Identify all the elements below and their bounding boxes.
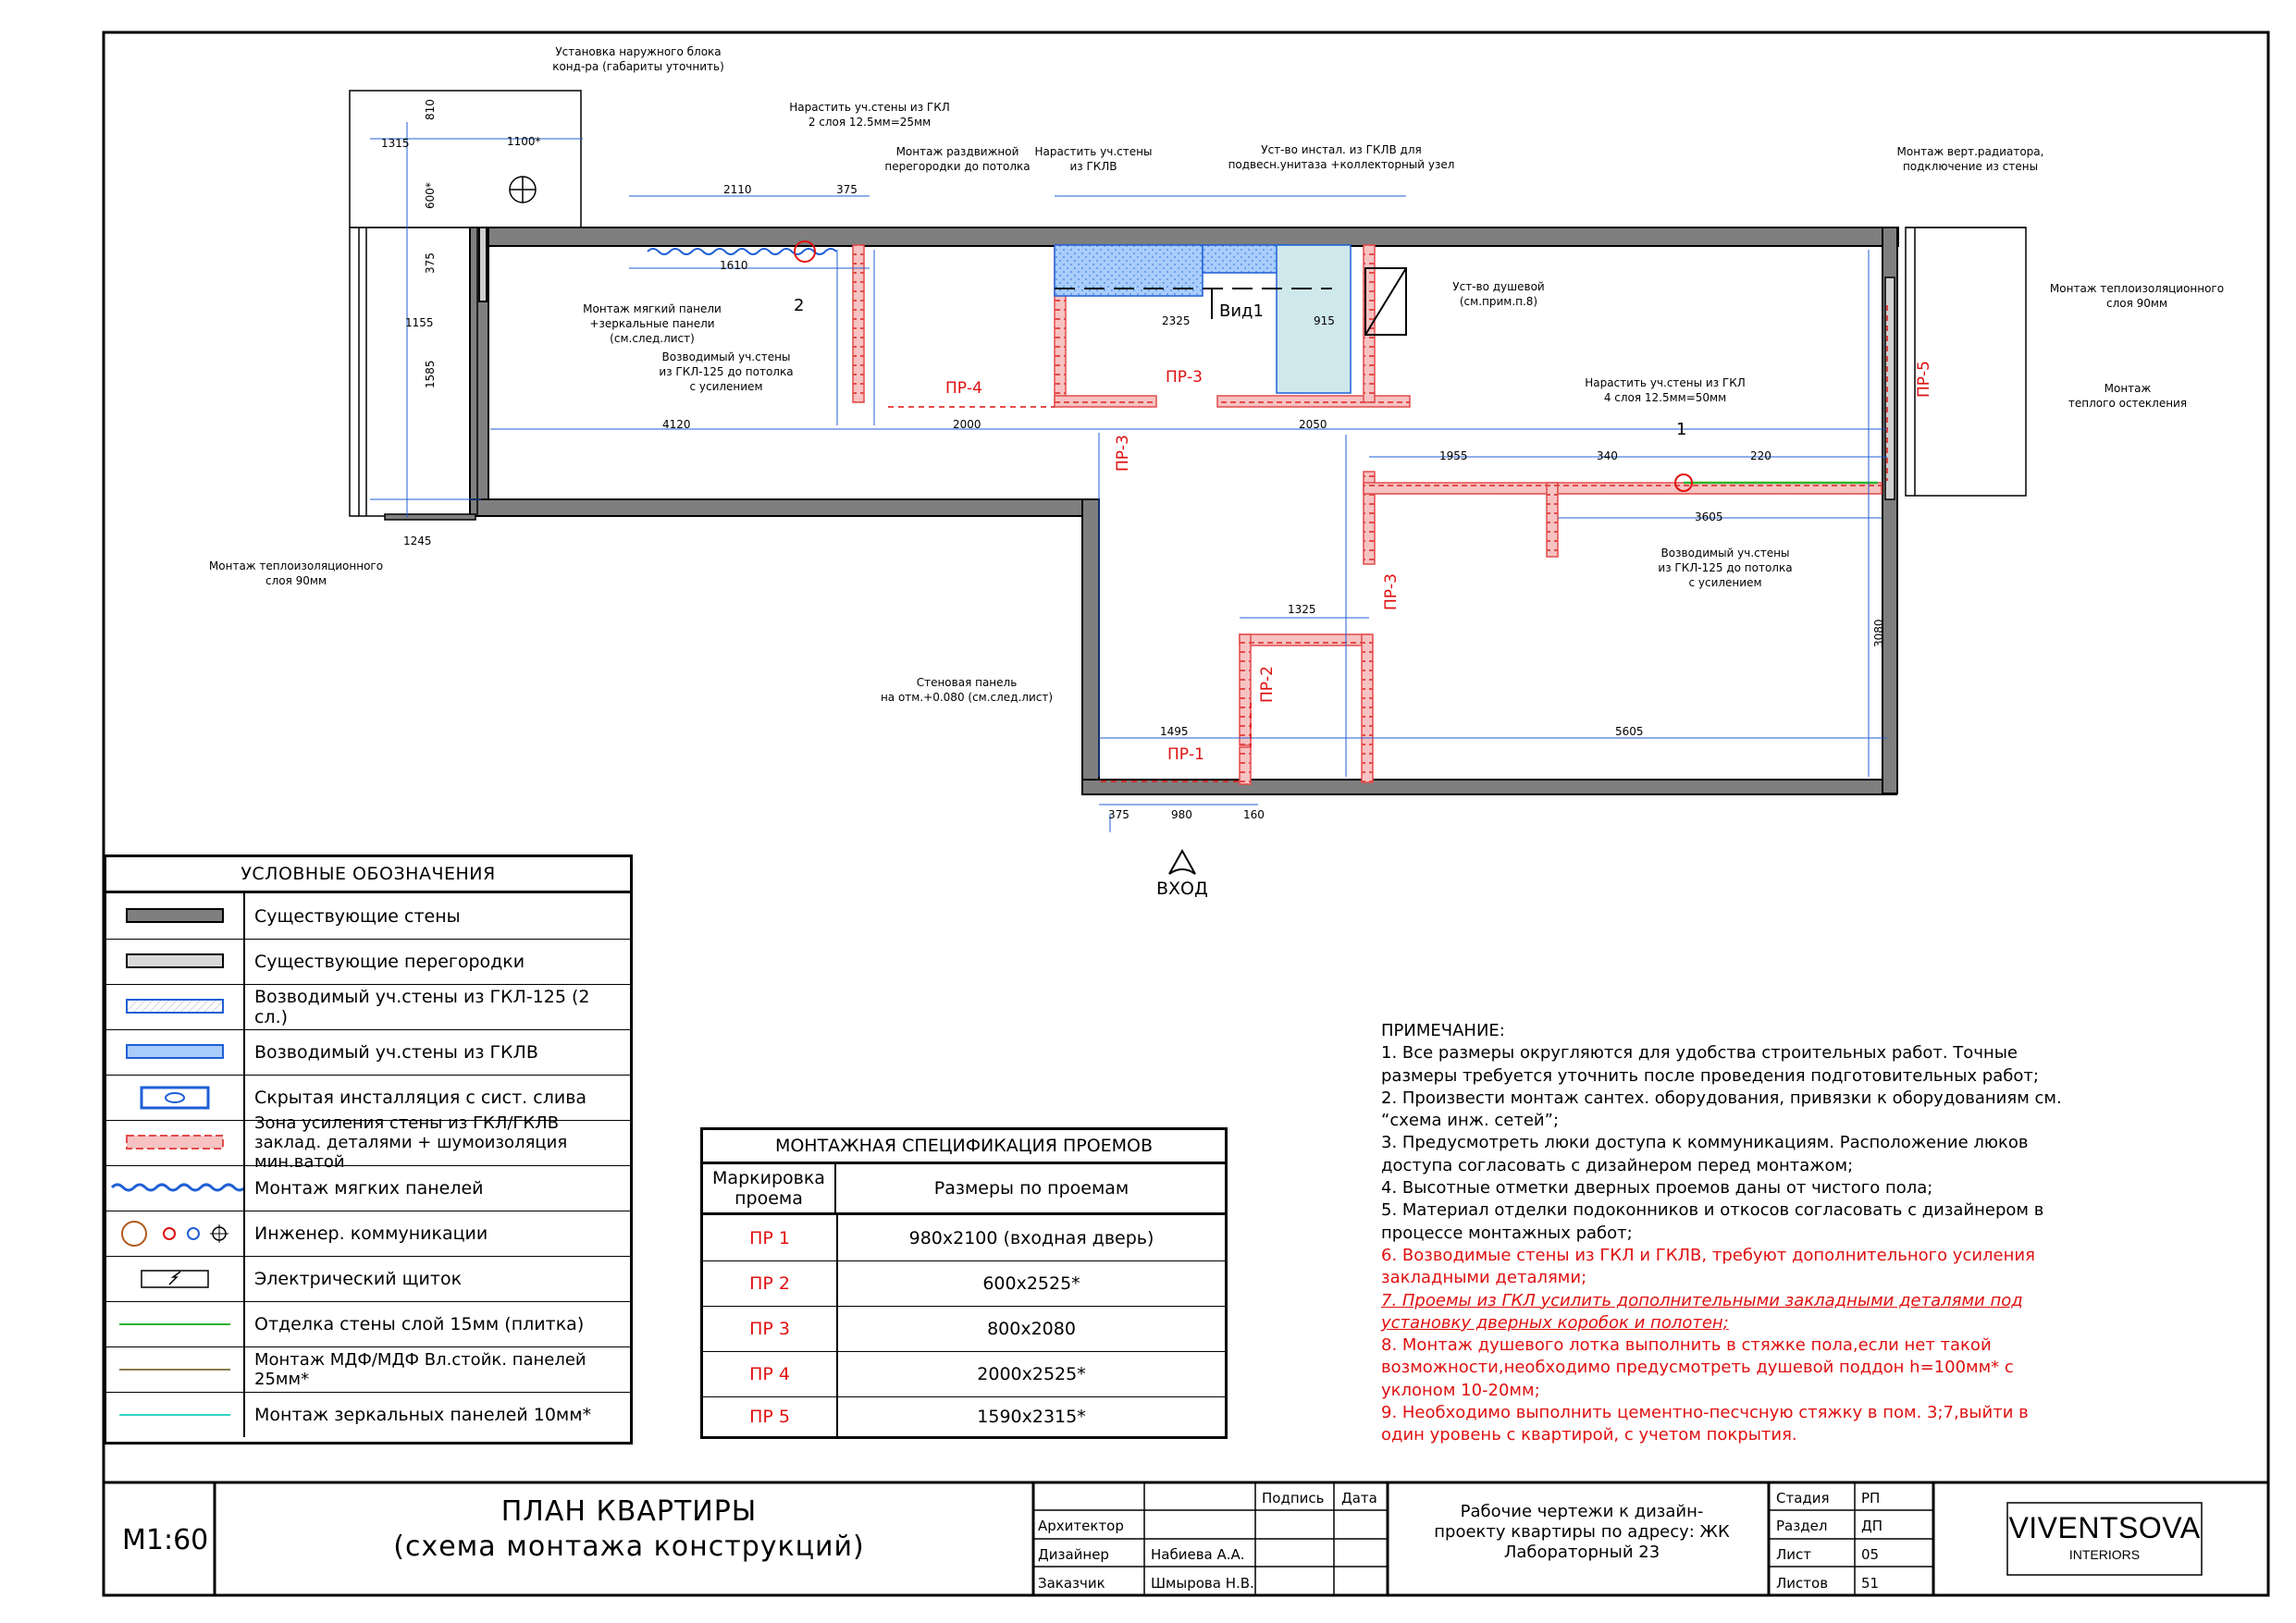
section-label: Раздел — [1776, 1518, 1828, 1534]
callout-glazing-l1: Монтаж — [2104, 382, 2152, 395]
callout-gklv-l2: из ГКЛВ — [1069, 160, 1117, 173]
callout-wall-left-l3: с усилением — [689, 380, 763, 393]
spec-size: 1590х2315* — [977, 1406, 1086, 1427]
opening-label-pr3-c: ПР-3 — [1382, 573, 1401, 610]
dim: 2000 — [953, 418, 981, 431]
callout-shower-l2: (см.прим.п.8) — [1459, 295, 1538, 308]
callout-radiator-l1: Монтаж верт.радиатора, — [1896, 145, 2044, 158]
legend-label: Возводимый уч.стены из ГКЛВ — [254, 1041, 538, 1063]
callout-wall-right-l2: из ГКЛ-125 до потолка — [1658, 561, 1793, 574]
callout-insulation-right-l1: Монтаж теплоизоляционного — [2049, 282, 2225, 295]
callout-install-l2: подвесн.унитаза +коллекторный узел — [1228, 158, 1455, 171]
spec-mark: ПР 4 — [703, 1351, 838, 1396]
dim: 1495 — [1160, 725, 1189, 738]
dim: 5605 — [1615, 725, 1644, 738]
client-name: Шмырова Н.В. — [1151, 1575, 1254, 1592]
opening-label-pr3-a: ПР-3 — [1166, 368, 1203, 387]
dim: 600* — [424, 182, 437, 209]
legend-label: Существующие стены — [254, 905, 461, 927]
logo-sub: INTERIORS — [2068, 1547, 2141, 1562]
project-description: Рабочие чертежи к дизайн-проекту квартиры по адресу: ЖК Лабораторный 23 — [1434, 1502, 1730, 1562]
dim: 1325 — [1288, 603, 1316, 616]
sheet-title-line2: (схема монтажа конструкций) — [393, 1531, 865, 1563]
dim: 160 — [1243, 808, 1265, 821]
dim: 3080 — [1872, 619, 1885, 647]
section-value: ДП — [1861, 1518, 1882, 1534]
spec-col-size: Размеры по проемам — [933, 1178, 1129, 1199]
legend-label: Монтаж зеркальных панелей 10мм* — [254, 1404, 592, 1425]
spec-mark: ПР 5 — [703, 1396, 838, 1436]
dim: 340 — [1597, 449, 1618, 462]
stage-label: Стадия — [1776, 1490, 1830, 1506]
spec-size: 2000х2525* — [977, 1363, 1086, 1384]
client-label: Заказчик — [1038, 1575, 1105, 1592]
dim: 2325 — [1162, 314, 1191, 327]
callout-sliding-l1: Монтаж раздвижной — [895, 145, 1019, 158]
sheets-value: 51 — [1861, 1575, 1880, 1592]
stage-value: РП — [1861, 1490, 1881, 1506]
architect-label: Архитектор — [1038, 1518, 1124, 1534]
note-item: 7. Проемы из ГКЛ усилить дополнительными закладными деталями под установку дверных коробок и полотен; — [1381, 1290, 2023, 1333]
spec-mark: ПР 3 — [703, 1306, 838, 1351]
callout-gkl-right-l1: Нарастить уч.стены из ГКЛ — [1585, 376, 1746, 389]
callout-insulation-left-l1: Монтаж теплоизоляционного — [208, 559, 384, 572]
entrance-label: ВХОД — [1156, 879, 1208, 899]
spec-mark: ПР 1 — [703, 1215, 838, 1260]
legend-label: Возводимый уч.стены из ГКЛ-125 (2 сл.) — [254, 986, 590, 1027]
sheet-label: Лист — [1776, 1546, 1812, 1563]
legend-label: Скрытая инсталляция с сист. слива — [254, 1087, 587, 1108]
legend-title: УСЛОВНЫЕ ОБОЗНАЧЕНИЯ — [106, 857, 630, 893]
opening-label-pr5: ПР-5 — [1915, 361, 1933, 398]
logo-main: VIVENTSOVA — [2008, 1511, 2201, 1544]
legend-label: Электрический щиток — [254, 1268, 463, 1289]
notes-title: ПРИМЕЧАНИЕ: — [1381, 1021, 1505, 1040]
sign-header: Подпись — [1262, 1490, 1325, 1506]
callout-ac-l1: Установка наружного блока — [555, 45, 722, 58]
dim: 220 — [1750, 449, 1771, 462]
callout-insulation-right-l2: слоя 90мм — [2105, 297, 2168, 310]
callout-soft-panel-l1: Монтаж мягкий панели — [583, 302, 722, 315]
opening-label-pr3-b: ПР-3 — [1114, 435, 1132, 472]
opening-label-pr2: ПР-2 — [1258, 666, 1277, 703]
dim: 375 — [1108, 808, 1129, 821]
note-item: 3. Предусмотреть люки доступа к коммуникациям. Расположение люков доступа согласовать с дизайнером перед монтажом; — [1381, 1133, 2029, 1175]
dim: 2050 — [1299, 418, 1327, 431]
sheets-label: Листов — [1776, 1575, 1829, 1592]
dim: 1955 — [1439, 449, 1468, 462]
legend-label: Зона усиления стены из ГКЛ/ГКЛВ заклад. деталями + шумоизоляция мин.ватой — [254, 1113, 568, 1172]
callout-glazing-l2: теплого остекления — [2068, 397, 2188, 410]
note-item: 4. Высотные отметки дверных проемов даны от чистого пола; — [1381, 1178, 1933, 1199]
note-item: 9. Необходимо выполнить цементно-песчсную стяжку в пом. 3;7,выйти в один уровень с квартирой, с учетом покрытия. — [1381, 1403, 2029, 1445]
dim: 4120 — [662, 418, 691, 431]
designer-name: Набиева А.А. — [1151, 1546, 1245, 1563]
dim: 3605 — [1695, 510, 1723, 523]
legend-label: Существующие перегородки — [254, 951, 525, 972]
designer-label: Дизайнер — [1038, 1546, 1109, 1563]
section-mark-1: 1 — [1676, 420, 1687, 439]
dim: 1155 — [405, 316, 434, 329]
note-item: 2. Произвести монтаж сантех. оборудования, привязки к оборудованиям см. “схема инж. сетей”; — [1381, 1088, 2062, 1131]
dim: 2110 — [723, 183, 752, 196]
callout-sliding-l2: перегородки до потолка — [884, 160, 1031, 173]
spec-mark: ПР 2 — [703, 1260, 838, 1306]
callout-wall-panel-l2: на отм.+0.080 (см.след.лист) — [880, 691, 1054, 704]
callout-wall-right-l3: с усилением — [1688, 576, 1762, 589]
callout-radiator-l2: подключение из стены — [1902, 160, 2039, 173]
note-item: 6. Возводимые стены из ГКЛ и ГКЛВ, требуют дополнительного усиления закладными деталями; — [1381, 1245, 2035, 1288]
note-item: 1. Все размеры округляются для удобства строительных работ. Точные размеры требуется уточнить после проведения подготовительных работ; — [1381, 1043, 2039, 1086]
sheet-title — [352, 1494, 907, 1565]
opening-label-pr4: ПР-4 — [945, 379, 982, 398]
callout-shower-l1: Уст-во душевой — [1452, 280, 1545, 293]
callout-insulation-left-l2: слоя 90мм — [265, 574, 327, 587]
company-logo — [2007, 1511, 2202, 1565]
dim: 980 — [1171, 808, 1192, 821]
scale-label: М1:60 — [122, 1524, 209, 1556]
dim: 1100* — [507, 135, 541, 148]
callout-gkl-top-l1: Нарастить уч.стены из ГКЛ — [789, 101, 950, 114]
callout-soft-panel-l2: +зеркальные панели (см.след.лист) — [589, 317, 715, 345]
dim: 375 — [424, 252, 437, 274]
callout-wall-right-l1: Возводимый уч.стены — [1660, 547, 1790, 559]
legend-label: Инженер. коммуникации — [254, 1223, 488, 1244]
callout-gkl-right-l2: 4 слоя 12.5мм=50мм — [1603, 391, 1727, 404]
callout-ac-l2: конд-ра (габариты уточнить) — [552, 60, 724, 73]
dim: 810 — [424, 99, 437, 120]
callout-wall-left-l1: Возводимый уч.стены — [661, 350, 791, 363]
legend-label: Отделка стены слой 15мм (плитка) — [254, 1313, 585, 1334]
dim: 1315 — [381, 137, 410, 150]
callout-install-l1: Уст-во инстал. из ГКЛВ для — [1261, 143, 1422, 156]
date-header: Дата — [1341, 1490, 1377, 1506]
callout-wall-panel-l1: Стеновая панель — [916, 676, 1018, 689]
sheet-value: 05 — [1861, 1546, 1880, 1563]
opening-label-pr1: ПР-1 — [1167, 745, 1204, 764]
dim: 375 — [836, 183, 858, 196]
spec-size: 980х2100 (входная дверь) — [908, 1227, 1154, 1248]
sheet-title-line1: ПЛАН КВАРТИРЫ — [500, 1495, 758, 1528]
view-label: Вид1 — [1219, 301, 1264, 321]
callout-gkl-top-l2: 2 слоя 12.5мм=25мм — [808, 116, 932, 129]
dim: 1245 — [403, 535, 432, 547]
dim: 1610 — [720, 259, 748, 272]
section-mark-2: 2 — [794, 296, 805, 315]
dim: 915 — [1314, 314, 1335, 327]
spec-col-mark: Маркировка проема — [703, 1164, 836, 1212]
spec-size: 800х2080 — [987, 1318, 1076, 1339]
spec-title: МОНТАЖНАЯ СПЕЦИФИКАЦИЯ ПРОЕМОВ — [703, 1130, 1225, 1164]
legend-label: Монтаж мягких панелей — [254, 1177, 484, 1199]
dim: 1585 — [424, 360, 437, 388]
legend-label: Монтаж МДФ/МДФ Вл.стойк. панелей 25мм* — [254, 1349, 586, 1389]
spec-size: 600х2525* — [982, 1273, 1080, 1294]
note-item: 8. Монтаж душевого лотка выполнить в стяжке пола,если нет такой возможности,необходимо предусмотреть душевой поддон h=100мм* с уклоном 10-20мм; — [1381, 1335, 2014, 1400]
callout-gklv-l1: Нарастить уч.стены — [1034, 145, 1153, 158]
callout-wall-left-l2: из ГКЛ-125 до потолка — [659, 365, 794, 378]
note-item: 5. Материал отделки подоконников и откосов согласовать с дизайнером в процессе монтажных работ; — [1381, 1200, 2044, 1243]
